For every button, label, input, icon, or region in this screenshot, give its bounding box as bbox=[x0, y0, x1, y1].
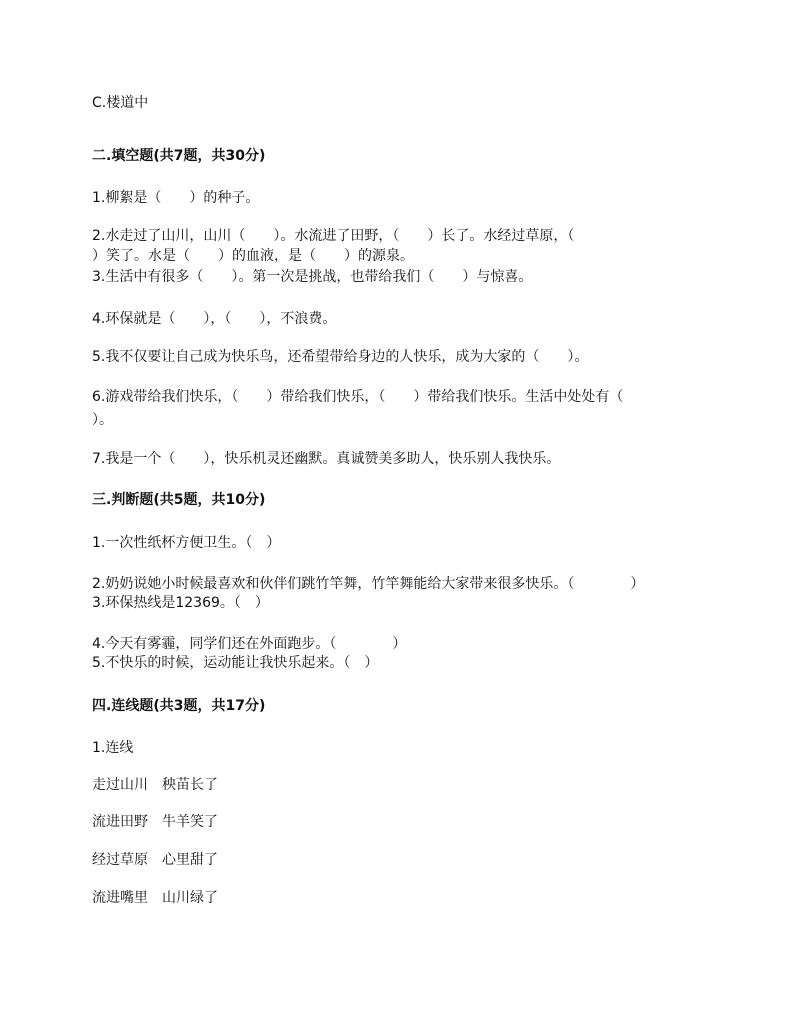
section-2-question-6-line-1: 6.游戏带给我们快乐，（ ）带给我们快乐，（ ）带给我们快乐。生活中处处有（ bbox=[92, 389, 624, 405]
section-3-question-2: 2.奶奶说她小时候最喜欢和伙伴们跳竹竿舞，竹竿舞能给大家带来很多快乐。（ ） bbox=[92, 576, 645, 592]
matching-pair-row: 经过草原 心里甜了 bbox=[92, 852, 218, 868]
previous-option-c: C.楼道中 bbox=[92, 95, 149, 111]
matching-pair-row: 走过山川 秧苗长了 bbox=[92, 777, 218, 793]
section-2-question-3: 3.生活中有很多（ ）。第一次是挑战，也带给我们（ ）与惊喜。 bbox=[92, 269, 533, 285]
matching-pair-row: 流进嘴里 山川绿了 bbox=[92, 890, 218, 906]
section-4-question-1: 1.连线 bbox=[92, 740, 134, 756]
section-2-question-7: 7.我是一个（ ），快乐机灵还幽默。真诚赞美多助人，快乐别人我快乐。 bbox=[92, 451, 561, 467]
section-3-question-4: 4.今天有雾霾，同学们还在外面跑步。（ ） bbox=[92, 636, 407, 652]
section-2-question-2-line-2: ）笑了。水是（ ）的血液，是（ ）的源泉。 bbox=[92, 248, 414, 264]
section-4-heading: 四.连线题(共3题，共17分) bbox=[92, 698, 266, 714]
section-2-question-1: 1.柳絮是（ ）的种子。 bbox=[92, 190, 260, 206]
section-2-question-4: 4.环保就是（ ），（ ），不浪费。 bbox=[92, 311, 337, 327]
section-2-question-5: 5.我不仅要让自己成为快乐鸟，还希望带给身边的人快乐，成为大家的（ ）。 bbox=[92, 349, 589, 365]
section-3-heading: 三.判断题(共5题，共10分) bbox=[92, 492, 266, 508]
section-2-question-6-line-2: ）。 bbox=[92, 412, 113, 428]
section-3-question-1: 1.一次性纸杯方便卫生。（ ） bbox=[92, 535, 281, 551]
section-3-question-3: 3.环保热线是12369。（ ） bbox=[92, 595, 269, 611]
section-3-question-5: 5.不快乐的时候，运动能让我快乐起来。（ ） bbox=[92, 655, 379, 671]
section-2-question-2-line-1: 2.水走过了山川，山川（ ）。水流进了田野，（ ）长了。水经过草原，（ bbox=[92, 228, 603, 244]
matching-pair-row: 流进田野 牛羊笑了 bbox=[92, 814, 218, 830]
section-2-heading: 二.填空题(共7题，共30分) bbox=[92, 148, 266, 164]
